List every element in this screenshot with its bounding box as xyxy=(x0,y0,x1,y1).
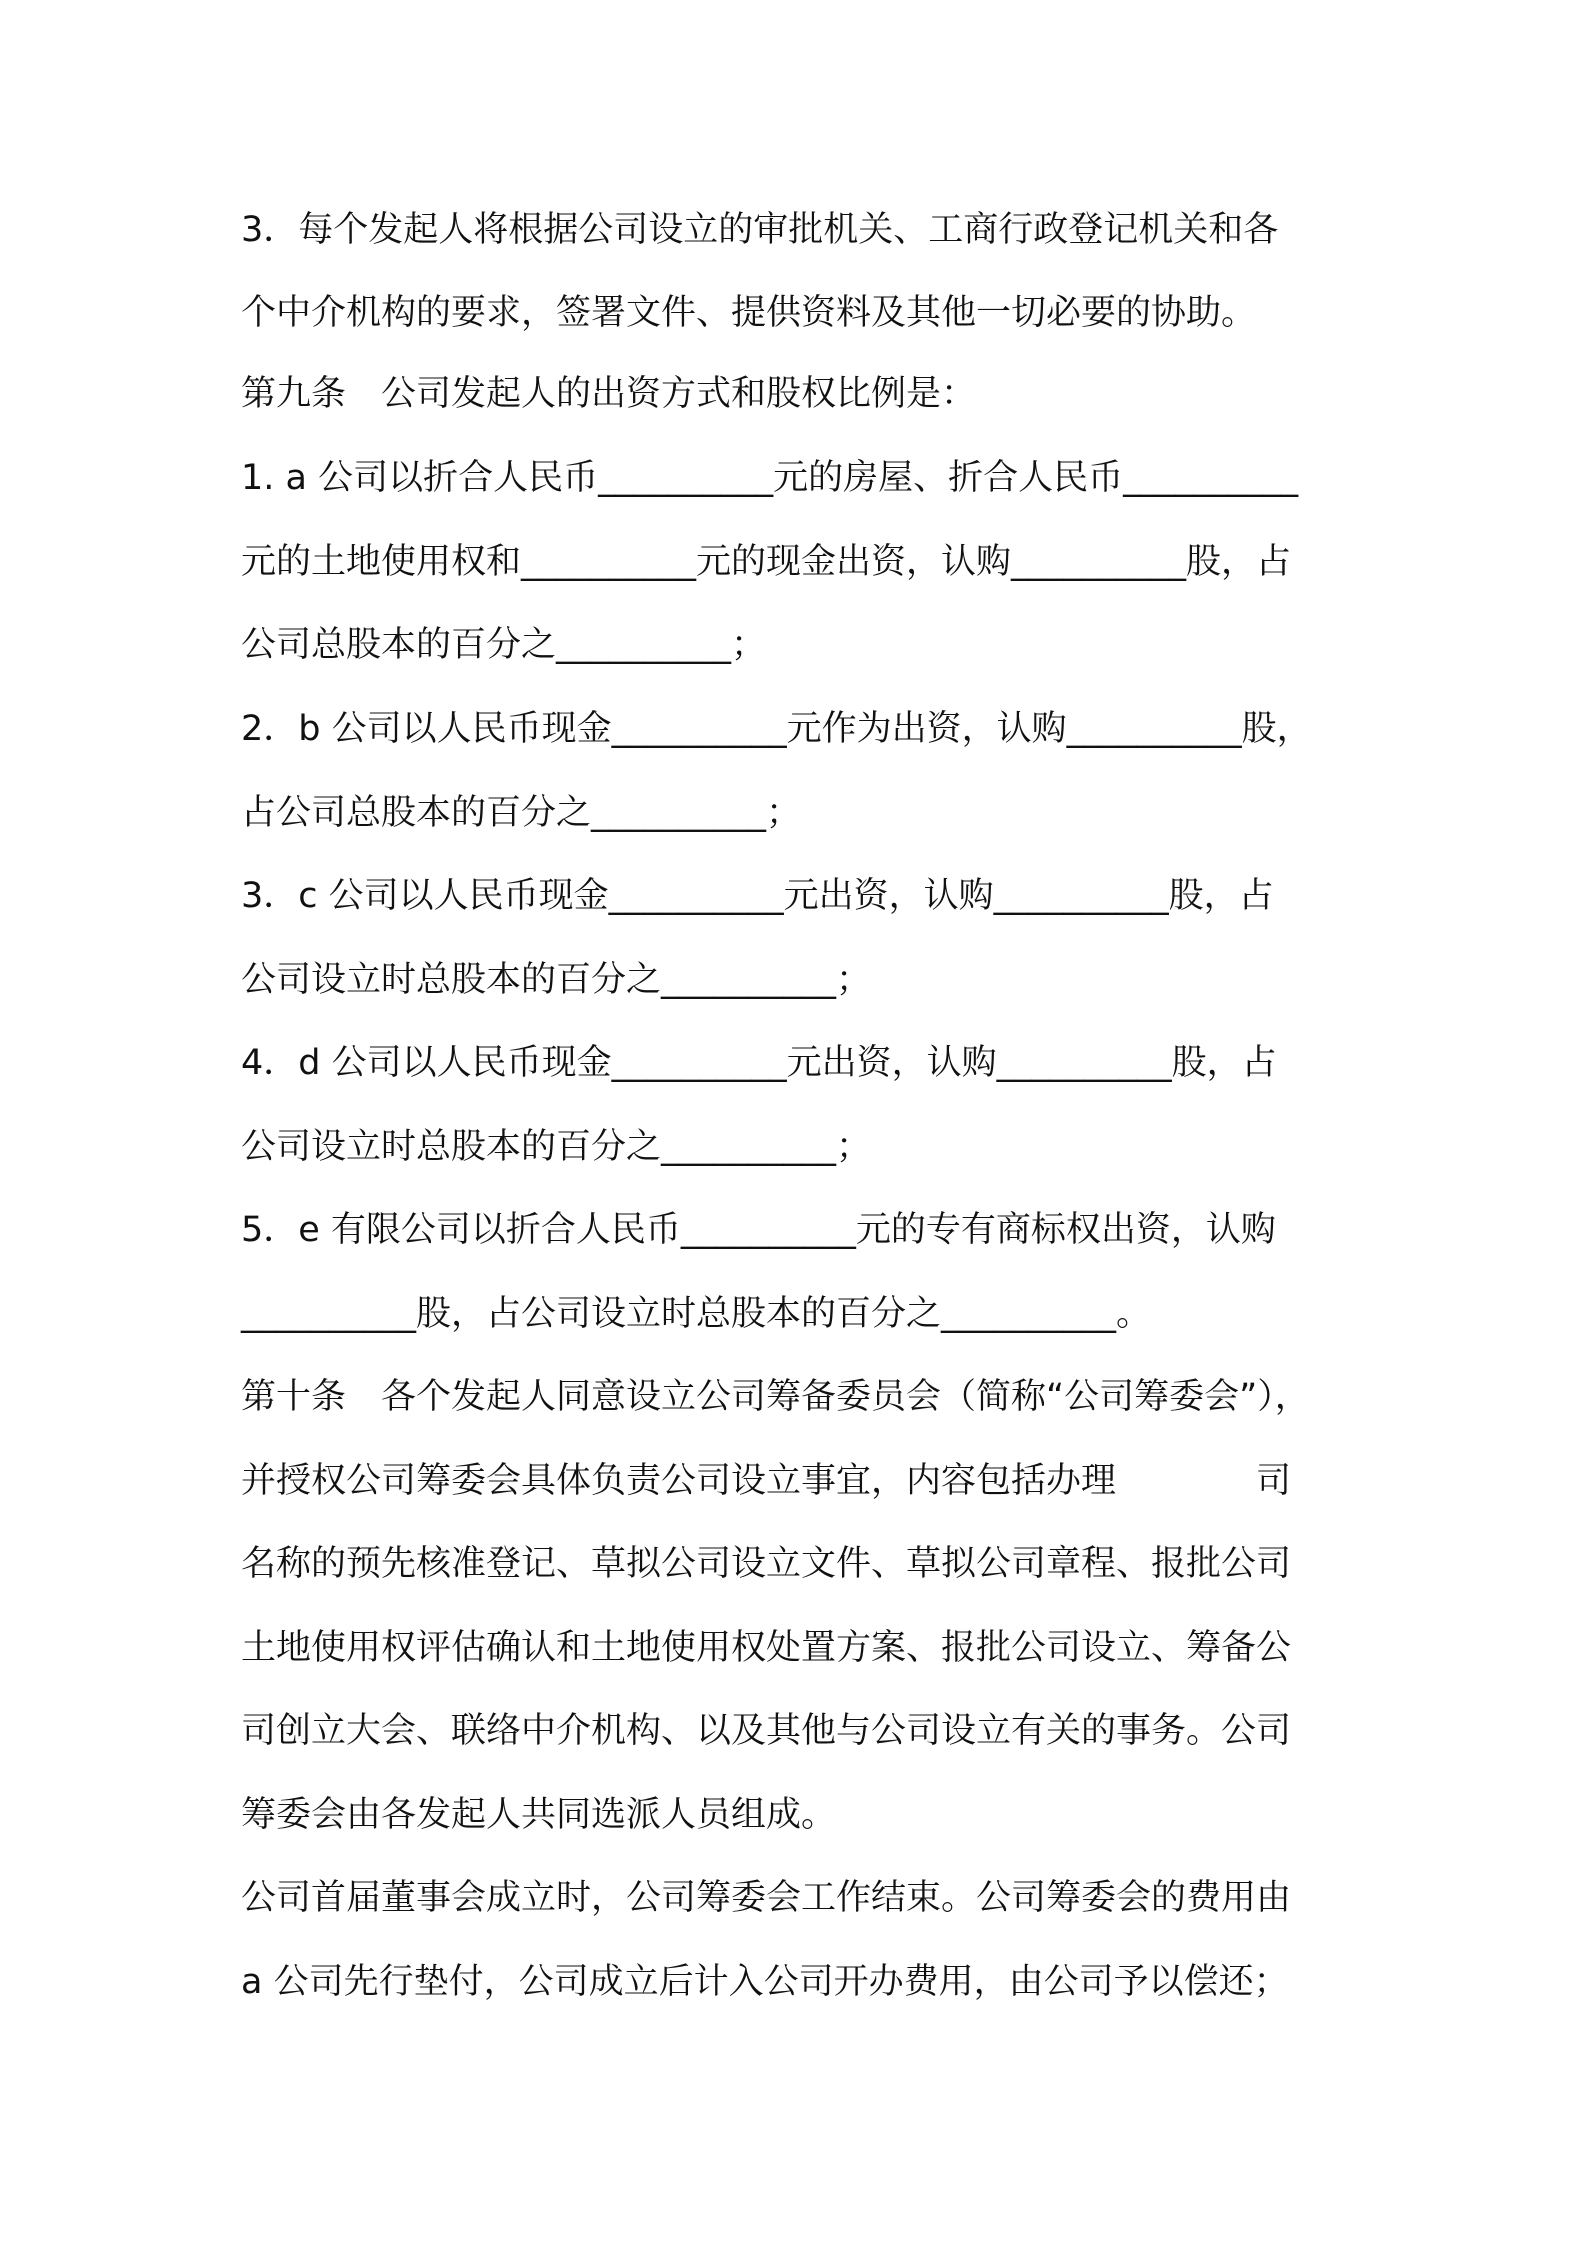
text-line: 司创立大会、联络中介机构、以及其他与公司设立有关的事务。公司 xyxy=(241,1711,1292,1751)
text-line: a 公司先行垫付，公司成立后计入公司开办费用，由公司予以偿还； xyxy=(241,1962,1289,2002)
text-line: 元的土地使用权和__________元的现金出资，认购__________股，占 xyxy=(241,542,1292,582)
text-line: 3．每个发起人将根据公司设立的审批机关、工商行政登记机关和各 xyxy=(241,210,1279,250)
text-line: 土地使用权评估确认和土地使用权处置方案、报批公司设立、筹备公 xyxy=(241,1628,1292,1668)
text-line: 公司设立时总股本的百分之__________； xyxy=(241,1127,872,1167)
text-line: 5．e 有限公司以折合人民币__________元的专有商标权出资，认购 xyxy=(241,1210,1276,1250)
text-line: 4．d 公司以人民币现金__________元出资，认购__________股，占 xyxy=(241,1043,1277,1083)
text-line: 公司设立时总股本的百分之__________； xyxy=(241,960,872,1000)
section-heading-article-10: 第十条 各个发起人同意设立公司筹备委员会（简称“公司筹委会”）， xyxy=(241,1377,1310,1417)
text-line: 公司首届董事会成立时，公司筹委会工作结束。公司筹委会的费用由 xyxy=(241,1878,1292,1918)
text-line: 个中介机构的要求，签署文件、提供资料及其他一切必要的协助。 xyxy=(241,293,1257,333)
text-line: 占公司总股本的百分之__________； xyxy=(241,793,802,833)
text-line: 名称的预先核准登记、草拟公司设立文件、草拟公司章程、报批公司 xyxy=(241,1544,1292,1584)
text-line: 2．b 公司以人民币现金__________元作为出资，认购__________股， xyxy=(241,709,1312,749)
text-line: 公司总股本的百分之__________； xyxy=(241,625,767,665)
text-line: 并授权公司筹委会具体负责公司设立事宜，内容包括办理 司 xyxy=(241,1461,1292,1501)
text-line: 3．c 公司以人民币现金__________元出资，认购__________股，占 xyxy=(241,876,1274,916)
text-line: 1. a 公司以折合人民币__________元的房屋、折合人民币__________ xyxy=(241,458,1299,498)
text-line: __________股，占公司设立时总股本的百分之__________。 xyxy=(241,1294,1152,1334)
text-line: 筹委会由各发起人共同选派人员组成。 xyxy=(241,1795,837,1835)
section-heading-article-9: 第九条 公司发起人的出资方式和股权比例是： xyxy=(241,374,977,414)
